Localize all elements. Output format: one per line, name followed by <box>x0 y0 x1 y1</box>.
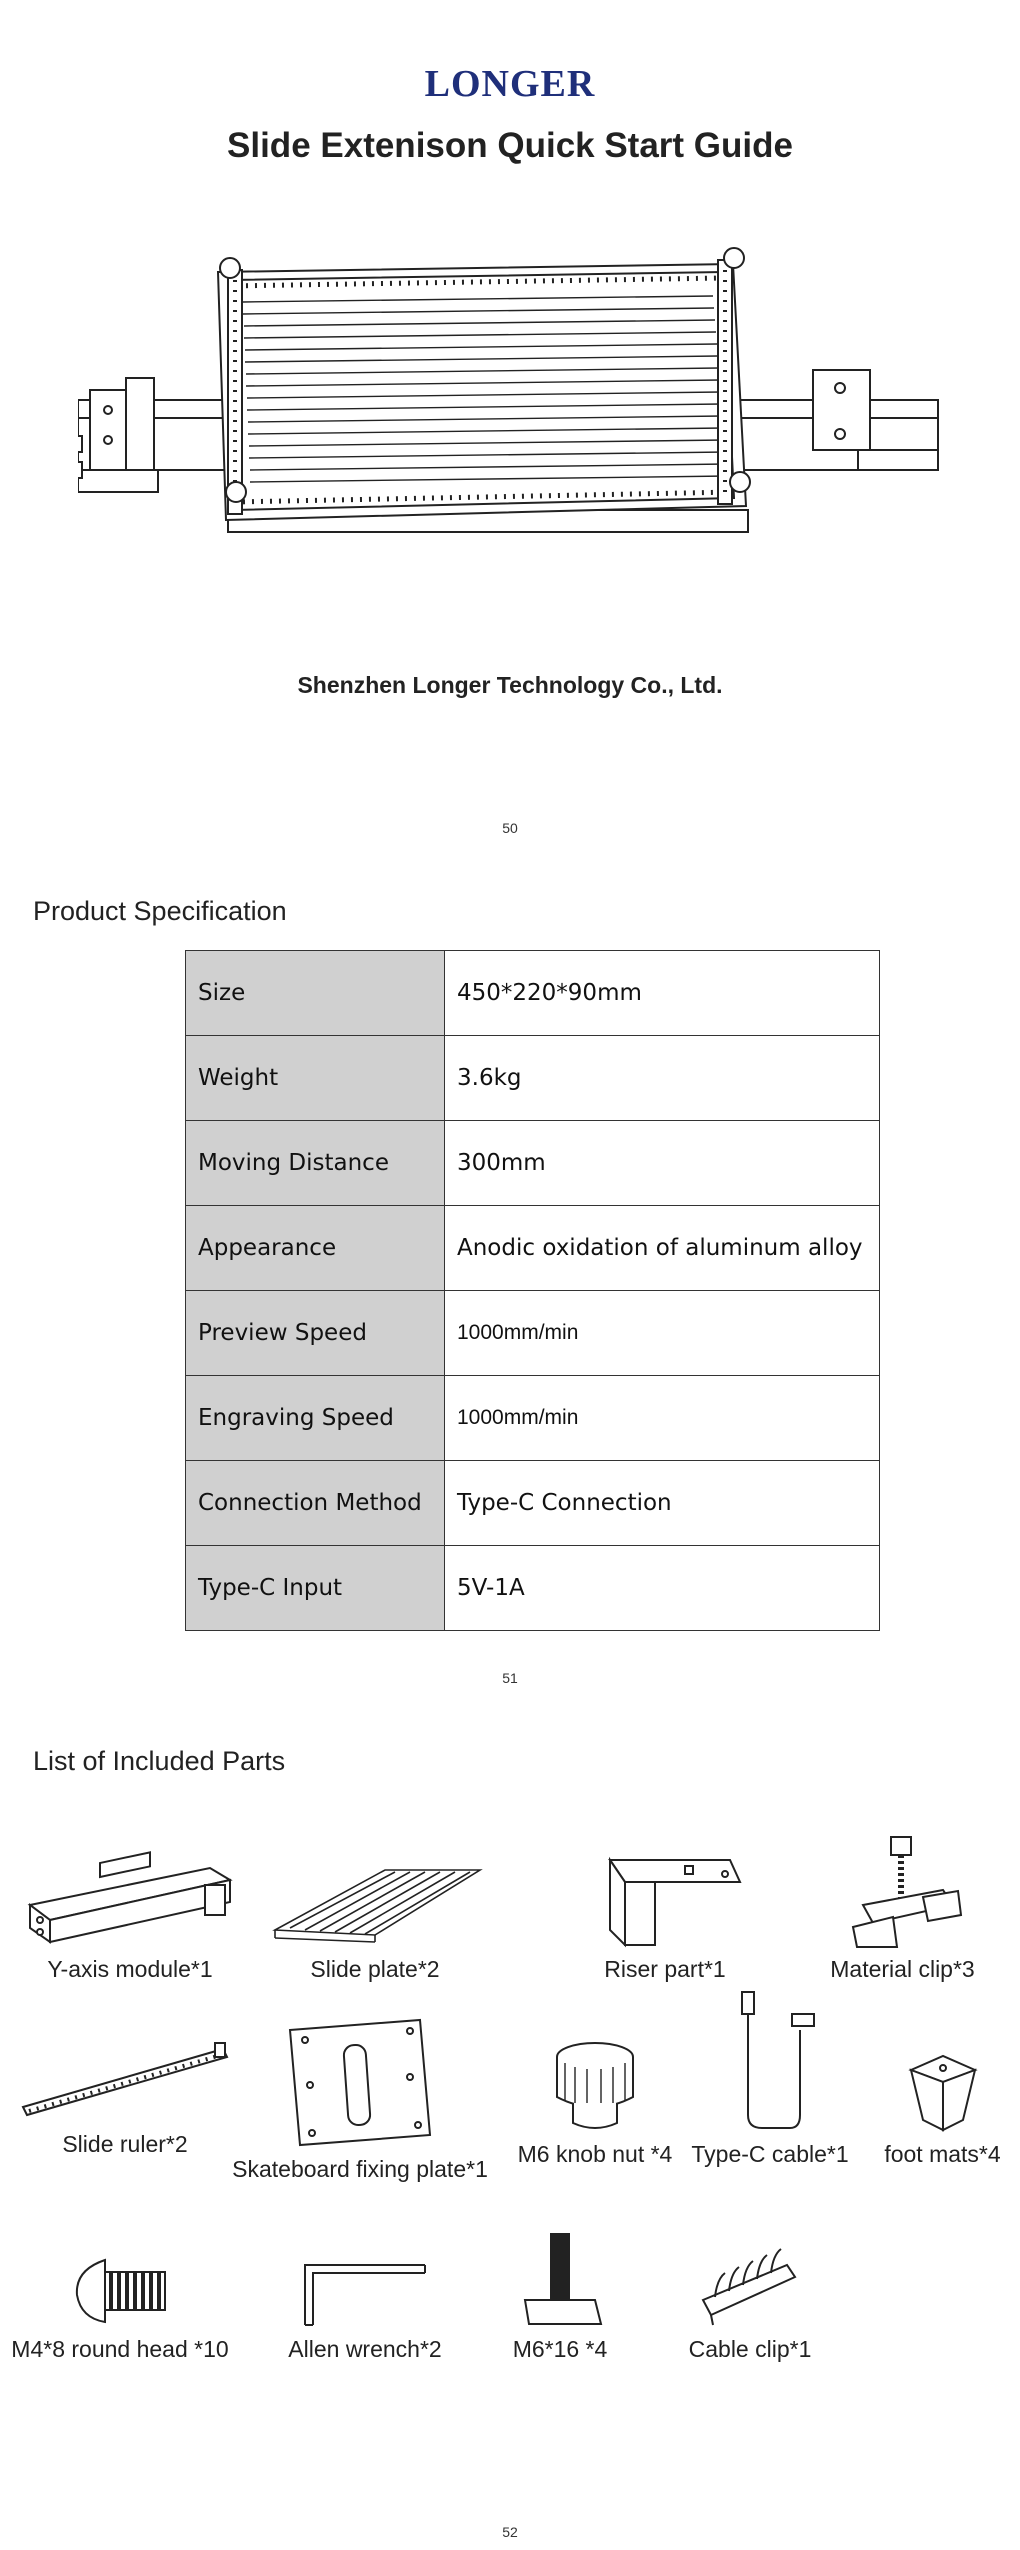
y-axis-module-illustration <box>20 1850 240 1950</box>
skateboard-fixing-plate-illustration <box>280 2015 440 2150</box>
spec-value: 3.6kg <box>445 1036 880 1121</box>
spec-row <box>186 1461 880 1546</box>
part-label: Slide plate*2 <box>310 1956 440 1982</box>
part-item <box>480 2230 640 2363</box>
part-label: foot mats*4 <box>884 2141 1001 2167</box>
part-item <box>680 1990 860 2168</box>
part-item <box>220 2015 500 2183</box>
spec-label: Engraving Speed <box>186 1376 445 1461</box>
cover-page <box>0 0 1020 850</box>
spec-row <box>186 1546 880 1631</box>
t-bolt-illustration <box>515 2230 605 2330</box>
part-label: M6*16 *4 <box>512 2336 608 2362</box>
parts-page <box>0 1700 1020 2550</box>
slide-plate-illustration <box>265 1850 485 1950</box>
allen-wrench-illustration <box>295 2255 435 2330</box>
section-title: Product Specification <box>33 896 287 926</box>
part-item <box>870 2050 1015 2168</box>
part-label: M4*8 round head *10 <box>11 2336 229 2362</box>
section-title: List of Included Parts <box>33 1746 286 1776</box>
spec-value: 1000mm/min <box>445 1291 880 1376</box>
page-number: 52 <box>502 2524 518 2540</box>
spec-label: Size <box>186 951 445 1036</box>
foot-mat-illustration <box>903 2050 983 2135</box>
spec-label: Type-C Input <box>186 1546 445 1631</box>
spec-row <box>186 1376 880 1461</box>
round-head-screw-illustration <box>65 2250 175 2330</box>
part-item <box>255 1850 495 1983</box>
spec-label: Connection Method <box>186 1461 445 1546</box>
spec-row <box>186 951 880 1036</box>
part-item <box>10 2250 230 2363</box>
spec-row <box>186 1036 880 1121</box>
part-item <box>15 1850 245 1983</box>
part-label: Slide ruler*2 <box>62 2131 188 2157</box>
part-label: Skateboard fixing plate*1 <box>232 2156 488 2182</box>
spec-label: Preview Speed <box>186 1291 445 1376</box>
part-item <box>795 1835 1010 1983</box>
part-label: Cable clip*1 <box>688 2336 812 2362</box>
part-label: Material clip*3 <box>830 1956 975 1982</box>
spec-value: Type-C Connection <box>445 1461 880 1546</box>
part-label: Y-axis module*1 <box>47 1956 213 1982</box>
spec-label: Weight <box>186 1036 445 1121</box>
spec-value: 450*220*90mm <box>445 951 880 1036</box>
part-label: Type-C cable*1 <box>691 2141 849 2167</box>
riser-part-illustration <box>580 1850 750 1950</box>
spec-row <box>186 1121 880 1206</box>
slide-ruler-illustration <box>15 2035 235 2125</box>
part-item <box>10 2035 240 2158</box>
spec-value: 5V-1A <box>445 1546 880 1631</box>
part-item <box>505 2035 685 2168</box>
brand-logo: LONGER <box>424 63 596 105</box>
spec-row <box>186 1206 880 1291</box>
spec-row <box>186 1291 880 1376</box>
slide-extension-illustration <box>78 240 948 570</box>
spec-value: 1000mm/min <box>445 1376 880 1461</box>
company-name: Shenzhen Longer Technology Co., Ltd. <box>297 672 723 698</box>
material-clip-illustration <box>833 1835 973 1950</box>
page-number: 50 <box>502 820 518 836</box>
spec-value: 300mm <box>445 1121 880 1206</box>
spec-table <box>185 950 880 1631</box>
cable-clip-illustration <box>695 2245 805 2330</box>
part-item <box>270 2255 460 2363</box>
spec-label: Appearance <box>186 1206 445 1291</box>
part-item <box>665 2245 835 2363</box>
page-number: 51 <box>502 1670 518 1686</box>
specification-page <box>0 850 1020 1700</box>
spec-value: Anodic oxidation of aluminum alloy <box>445 1206 880 1291</box>
type-c-cable-illustration <box>720 1990 820 2135</box>
part-label: Riser part*1 <box>604 1956 726 1982</box>
spec-label: Moving Distance <box>186 1121 445 1206</box>
part-item <box>560 1850 770 1983</box>
guide-title: Slide Extenison Quick Start Guide <box>227 126 793 165</box>
part-label: M6 knob nut *4 <box>517 2141 673 2167</box>
knob-nut-illustration <box>545 2035 645 2135</box>
part-label: Allen wrench*2 <box>288 2336 442 2362</box>
